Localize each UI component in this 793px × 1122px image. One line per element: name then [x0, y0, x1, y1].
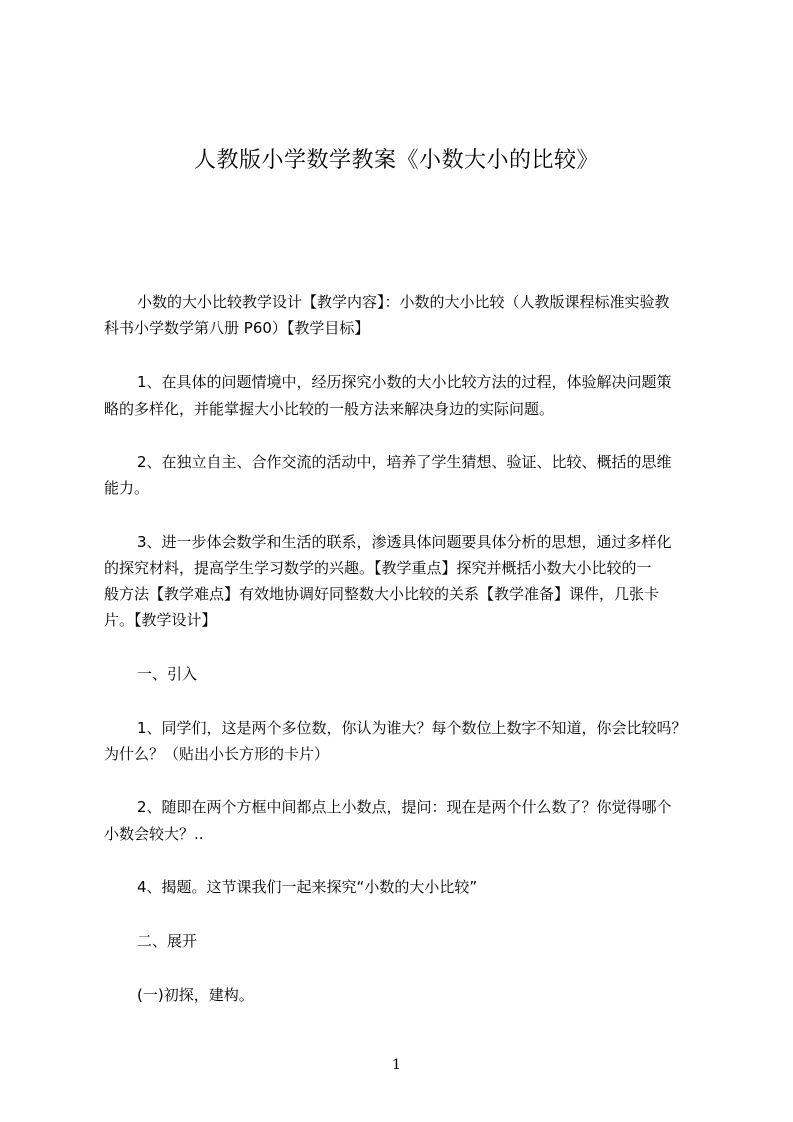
paragraph-line: 1、同学们，这是两个多位数，你认为谁大？每个数位上数字不知道，你会比较吗？ [137, 719, 687, 737]
paragraph-line: 2、随即在两个方框中间都点上小数点，提问：现在是两个什么数了？你觉得哪个 [137, 798, 672, 816]
paragraph-line: 为什么？（贴出小长方形的卡片） [104, 745, 330, 763]
paragraph-line: (一)初探，建构。 [137, 986, 254, 1004]
paragraph-line: 4、揭题。这节课我们一起来探究“小数的大小比较” [137, 878, 478, 896]
paragraph-line: 2、在独立自主、合作交流的活动中，培养了学生猜想、验证、比较、概括的思维 [137, 453, 672, 471]
paragraph-line: 小数的大小比较教学设计【教学内容】：小数的大小比较（人教版课程标准实验教 [137, 293, 670, 311]
section-heading: 一、引入 [137, 665, 198, 683]
paragraph-line: 般方法【教学难点】有效地协调好同整数大小比较的关系【教学准备】课件，几张卡 [104, 585, 660, 603]
paragraph-line: 的探究材料，提高学生学习数学的兴趣。【教学重点】探究并概括小数大小比较的一 [104, 559, 652, 577]
page-number: 1 [392, 1057, 401, 1073]
paragraph-line: 3、进一步体会数学和生活的联系，渗透具体问题要具体分析的思想，通过多样化 [137, 533, 672, 551]
paragraph-line: 片。【教学设计】 [104, 611, 217, 629]
paragraph-line: 略的多样化，并能掌握大小比较的一般方法来解决身边的实际问题。 [104, 400, 555, 418]
paragraph-line: 能力。 [104, 479, 150, 497]
paragraph-line: 科书小学数学第八册 P60）【教学目标】 [104, 319, 370, 337]
paragraph-line: 1、在具体的问题情境中，经历探究小数的大小比较方法的过程，体验解决问题策 [137, 373, 672, 391]
section-heading: 二、展开 [137, 932, 198, 950]
document-title: 人教版小学数学教案《小数大小的比较》 [193, 148, 599, 173]
paragraph-line: 小数会较大？.. [104, 825, 204, 843]
